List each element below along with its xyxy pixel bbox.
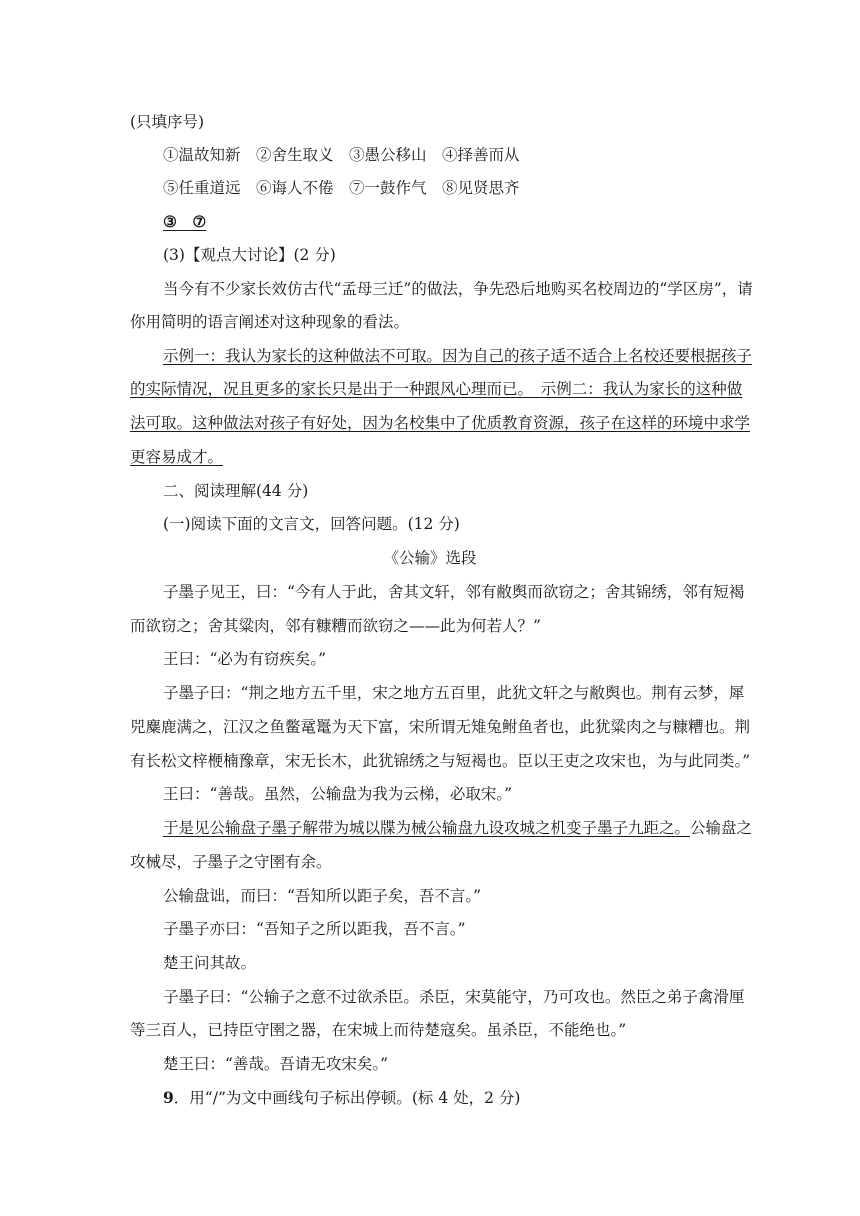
passage-title: 《公输》选段 xyxy=(383,549,477,567)
passage-p3-line-2: 兕麋鹿满之，江汉之鱼鳖鼋鼍为天下富，宋所谓无雉兔鲋鱼者也，此犹粱肉之与糠糟也。荆 xyxy=(130,718,751,736)
fill-note: (只填序号) xyxy=(130,113,205,131)
passage-p2: 王曰：“必为有窃疾矣。” xyxy=(163,650,327,668)
p5-rest-text: 公输盘之 xyxy=(690,819,753,837)
passage-p6: 公输盘诎，而曰：“吾知所以距子矣，吾不言。” xyxy=(163,887,482,905)
passage-p3-line-3: 有长松文梓楩楠豫章，宋无长木，此犹锦绣之与短褐也。臣以王吏之攻宋也，为与此同类。” xyxy=(130,752,751,770)
underlined-sentence: 于是见公输盘子墨子解带为城以牒为械公输盘九设攻城之机变子墨子九距之。 xyxy=(163,819,691,837)
section-2-title: 二、阅读理解(44 分) xyxy=(163,482,309,500)
passage-p5-line-2: 攻械尽，子墨子之守圉有余。 xyxy=(130,853,332,871)
question-9-number: 9 xyxy=(163,1088,174,1107)
q3-answer-line-4: 更容易成才。 xyxy=(130,448,224,466)
passage-p7: 子墨子亦曰：“吾知子之所以距我，吾不言。” xyxy=(163,920,466,938)
passage-p9-line-1: 子墨子曰：“公输子之意不过欲杀臣。杀臣，宋莫能守，乃可攻也。然臣之弟子禽滑厘 xyxy=(163,988,745,1006)
part-1-instruction: (一)阅读下面的文言文，回答问题。(12 分) xyxy=(163,515,460,533)
passage-p1-line-1: 子墨子见王，曰：“今有人于此，舍其文轩，邻有敝舆而欲窃之；舍其锦绣，邻有短褐 xyxy=(163,583,745,601)
passage-p5-line-1 xyxy=(163,817,752,839)
question-9-text: ．用“/”为文中画线句子标出停顿。(标 4 处，2 分) xyxy=(173,1089,521,1107)
passage-p3-line-1: 子墨子曰：“荆之地方五千里，宋之地方五百里，此犹文轩之与敝舆也。荆有云梦，犀 xyxy=(163,684,745,702)
question-9 xyxy=(163,1087,520,1109)
q3-answer-line-2: 的实际情况，况且更多的家长只是出于一种跟风心理而已。 示例二：我认为家长的这种做 xyxy=(130,380,743,398)
q3-prompt-line-2: 你用简明的语言阐述对这种现象的看法。 xyxy=(130,313,410,331)
passage-p4: 王曰：“善哉。虽然，公输盘为我为云梯，必取宋。” xyxy=(163,785,513,803)
passage-p10: 楚王曰：“善哉。吾请无攻宋矣。” xyxy=(163,1055,389,1073)
answer-q2: ③ ⑦ xyxy=(163,212,207,231)
options-line-2: ⑤任重道远 ⑥诲人不倦 ⑦一鼓作气 ⑧见贤思齐 xyxy=(163,179,520,197)
passage-p1-line-2: 而欲窃之；舍其粱肉，邻有糠糟而欲窃之——此为何若人？” xyxy=(130,617,541,635)
passage-p8: 楚王问其故。 xyxy=(163,954,257,972)
passage-p9-line-2: 等三百人，已持臣守圉之器，在宋城上而待楚寇矣。虽杀臣，不能绝也。” xyxy=(130,1021,627,1039)
q3-prompt-line-1: 当今有不少家长效仿古代“孟母三迁”的做法，争先恐后地购买名校周边的“学区房”，请 xyxy=(163,280,753,298)
q3-answer-line-3: 法可取。这种做法对孩子有好处，因为名校集中了优质教育资源，孩子在这样的环境中求学 xyxy=(130,414,751,432)
q3-answer-line-1: 示例一：我认为家长的这种做法不可取。因为自己的孩子适不适合上名校还要根据孩子 xyxy=(163,347,753,365)
options-line-1: ①温故知新 ②舍生取义 ③愚公移山 ④择善而从 xyxy=(163,146,520,164)
q3-header: (3)【观点大讨论】(2 分) xyxy=(163,246,336,264)
